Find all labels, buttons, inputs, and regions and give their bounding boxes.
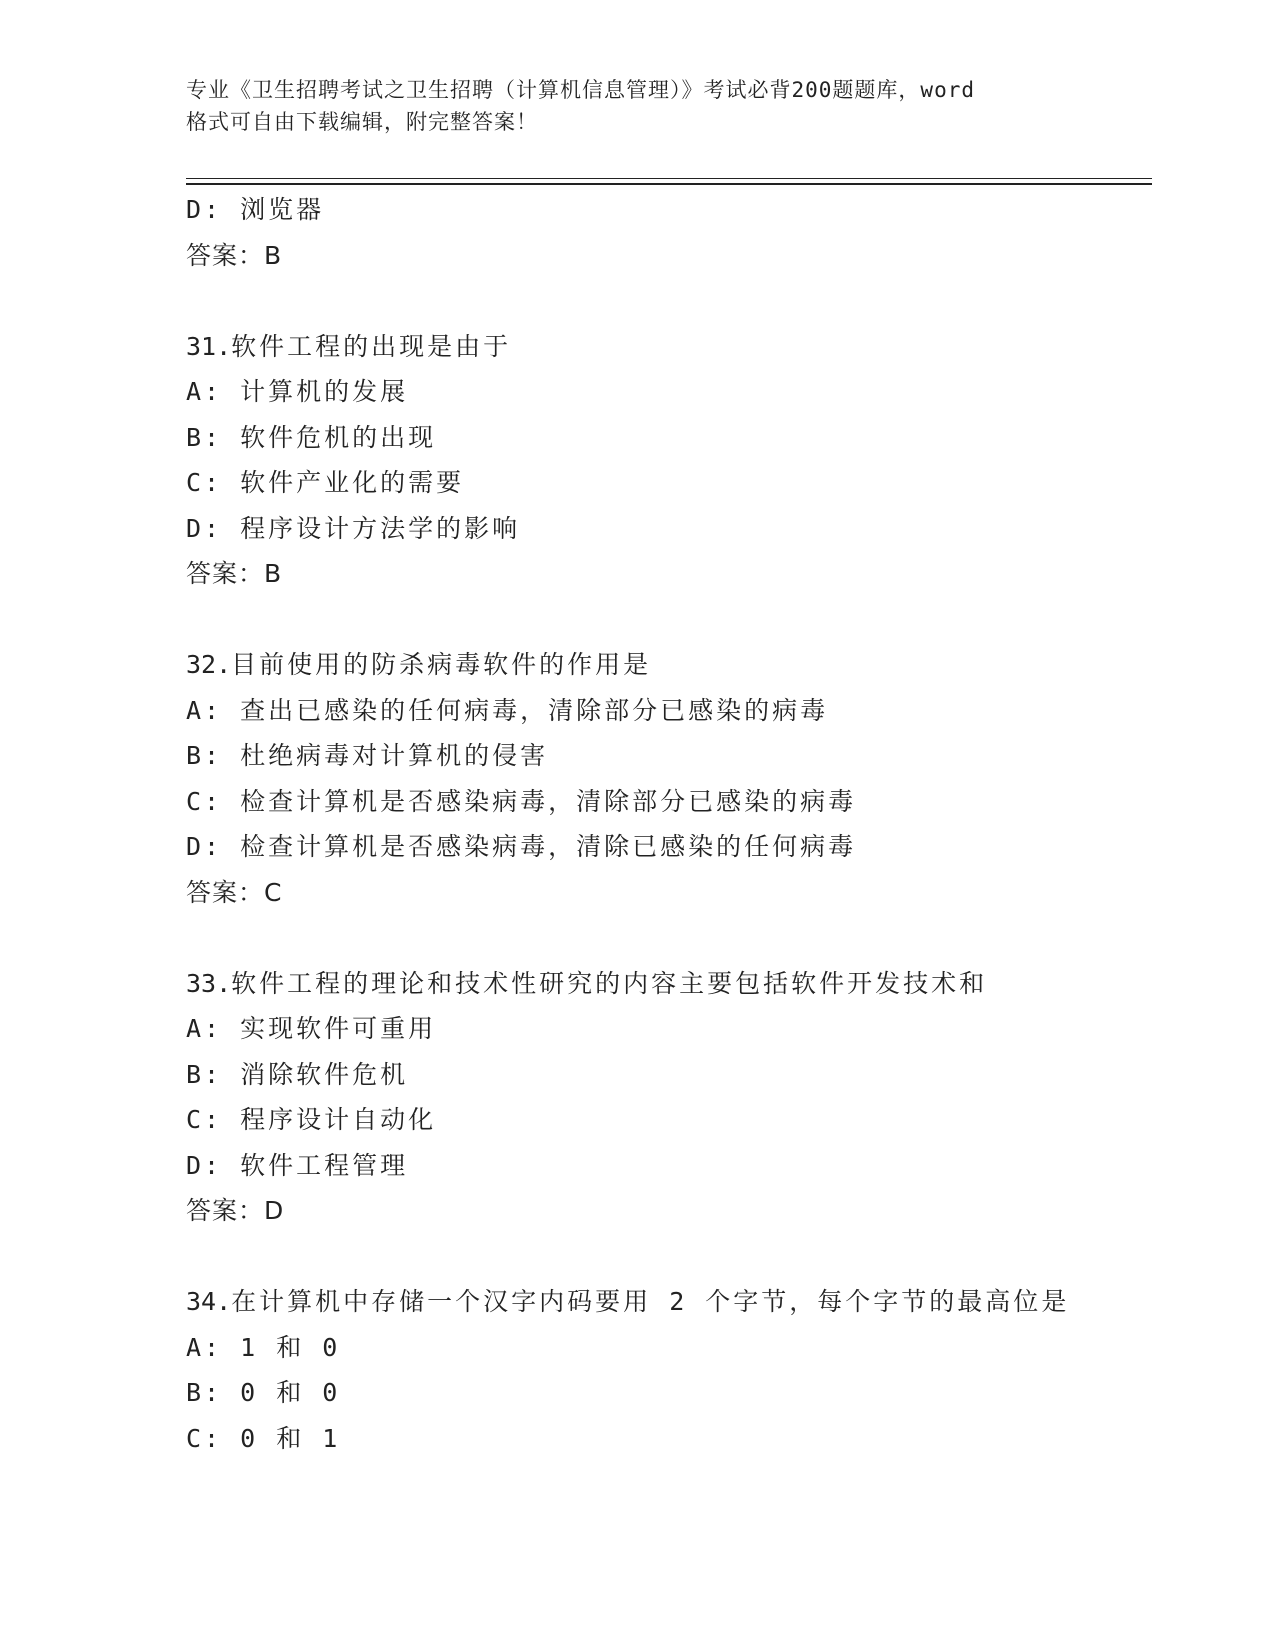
question-33-option-b: B: 消除软件危机 [186, 1059, 409, 1089]
question-32-option-b: B: 杜绝病毒对计算机的侵害 [186, 741, 549, 770]
header-divider-thin [186, 178, 1152, 179]
question-31-option-c: C: 软件产业化的需要 [186, 468, 465, 497]
question-number: 33. [186, 968, 232, 998]
question-32-answer: 答案：C [186, 877, 283, 907]
question-34-option-a: A: 1 和 0 [186, 1332, 341, 1362]
answer-continued: 答案：B [186, 240, 283, 270]
question-32-stem [186, 642, 1146, 688]
question-33-answer: 答案：D [186, 1196, 285, 1225]
question-31-option-b: B: 软件危机的出现 [186, 422, 437, 452]
question-32-option-d: D: 检查计算机是否感染病毒，清除已感染的任何病毒 [186, 832, 857, 861]
spacer [186, 278, 1146, 324]
question-34-option-b: B: 0 和 0 [186, 1378, 341, 1407]
question-34-option-c: C: 0 和 1 [186, 1423, 341, 1453]
question-text: 目前使用的防杀病毒软件的作用是 [231, 650, 652, 679]
question-32-option-c: C: 检查计算机是否感染病毒，清除部分已感染的病毒 [186, 786, 857, 816]
question-text: 在计算机中存储一个汉字内码要用 2 个字节，每个字节的最高位是 [231, 1287, 1070, 1316]
document-header [186, 74, 1086, 138]
question-text: 软件工程的理论和技术性研究的内容主要包括软件开发技术和 [231, 968, 988, 998]
question-text: 软件工程的出现是由于 [231, 331, 512, 361]
question-number: 31. [186, 331, 232, 361]
option-d-continued: D: 浏览器 [186, 195, 325, 224]
spacer [186, 597, 1146, 643]
question-32-option-a: A: 查出已感染的任何病毒，清除部分已感染的病毒 [186, 695, 829, 725]
question-33-option-c: C: 程序设计自动化 [186, 1105, 437, 1134]
question-31-stem [186, 324, 1146, 370]
question-33-option-d: D: 软件工程管理 [186, 1150, 409, 1180]
question-34-stem [186, 1279, 1146, 1325]
question-list [186, 187, 1146, 1461]
question-33-stem [186, 961, 1146, 1007]
question-number: 32. [186, 650, 232, 679]
spacer [186, 915, 1146, 961]
question-number: 34. [186, 1287, 232, 1316]
question-31-answer: 答案：B [186, 559, 283, 588]
header-divider-thick [186, 183, 1152, 185]
spacer [186, 1234, 1146, 1280]
question-33-option-a: A: 实现软件可重用 [186, 1014, 437, 1043]
question-31-option-d: D: 程序设计方法学的影响 [186, 513, 521, 543]
question-31-option-a: A: 计算机的发展 [186, 377, 409, 406]
header-title-line-2: 格式可自由下载编辑，附完整答案！ [186, 110, 538, 134]
header-title-line-1: 专业《卫生招聘考试之卫生招聘（计算机信息管理）》考试必背200题题库，word [186, 78, 975, 102]
